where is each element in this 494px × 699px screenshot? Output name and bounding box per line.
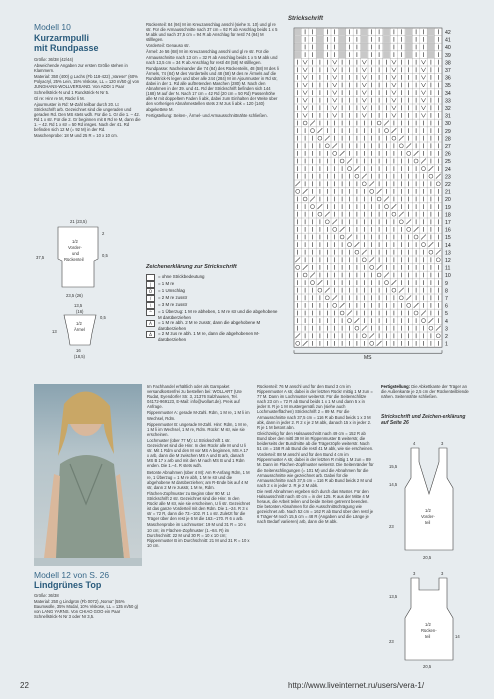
see-chart-note: Strickschrift und Zeichen-erklärung auf Seite 26 bbox=[381, 414, 466, 426]
row-number-odd: 41 bbox=[445, 37, 451, 44]
legend-text: = 2 M zus re abh. 1 M re, dann die abgehobenen M-darüberziehen bbox=[158, 331, 260, 342]
model-top bbox=[54, 455, 124, 558]
legend-text: = 1 M re bbox=[158, 281, 175, 286]
sleeve-dim-top: 13,5 bbox=[74, 303, 83, 308]
legend-row bbox=[146, 331, 280, 342]
row-number-even: 40 bbox=[445, 45, 451, 52]
sleeve-dim-left: 13 bbox=[52, 329, 57, 334]
body-label-1: 1/2 bbox=[72, 239, 78, 244]
text-para: Im Fachhandel erhältlich oder als Garnpaket versandkostenfrei zu bestellen bei: WOLLART (Ute Rudat, Eyendorfer Str. 3, 21376 Salzhausen, Tel. 04172-969123, E-Mail: info@wollart.de). Preis auf Anfrage. bbox=[147, 384, 242, 410]
stitch-symbol bbox=[428, 51, 435, 58]
stitch-symbol bbox=[405, 28, 412, 35]
legend-symbol-icon: Δ bbox=[146, 331, 155, 338]
text-para: Maschenprobe im Lochmuster: 19 M und 31 R = 10 x 10 cm; im Flächen-Zopfmuster (1.–84. R) im Durchschnitt: 22 M und 30 R = 10 x 10 cm; Rippenmuster B im Durchschnitt: 21 M und 31 R = 10 x 10 cm. bbox=[147, 522, 250, 548]
front-label-1: 1/2 bbox=[425, 508, 431, 513]
modell-12-title: Lindgrünes Top bbox=[34, 580, 102, 590]
legend-row bbox=[146, 295, 280, 302]
row-number-odd: 5 bbox=[445, 311, 448, 318]
legend-row bbox=[146, 281, 280, 288]
row-number-even: 24 bbox=[445, 166, 451, 173]
row-number-odd: 27 bbox=[445, 144, 451, 150]
text-para: Vorderteil: 88 M anschl und für den Bund 4 cm im Rippenmuster A str, dabei in der letzten R mittig 1 M zun = 89 M. Dann im Flächen-Zopfmuster weiterstr. Die Seitenränder für die Seitenschlingungen (= 101 M) und die Abnahmen für die Armausschnitte wie gezeichnet arb. Dabei für die Armausschnitte nach 37,5 cm = 116 R ab Bund beids 2 M und nach 2 x in jeder 2. R je 2 M abk. bbox=[257, 452, 374, 488]
text-para: Lochmuster (über 77 M): Lt Strickschrift 1 str. Gezeichnet sind die Hinr. In den Rückr alle M und U li str. Mit 1 Rdm und den M vor MS A beginnen, MS A 17 x arb, dann die M zwischen MS A und B arb, danach MS B 17 x arb und mit den M nach MS B und 1 Rdm enden. Die 1.–4. R stets wdh. bbox=[147, 437, 249, 469]
text-para: Rückenteil: 84 (94) M im Kreuzanschlag anschl (siehe S. 10) und gl re str. Für die Armausschnitte nach 37 cm = 92 R ab Anschlag beids 1 x 5 M abk und nach 37,5 cm = 94 R ab Anschlag für restl 74 (84) M stilllegen. bbox=[146, 22, 278, 43]
text-para: Material: 250 g Lindgrün (Fb 0072) „Noma“ (55% Baumwolle, 35% Modal, 10% Viskose, LL = 135 m/50 g) von LANG YARNS. Von CHIAO GOO ein Paar Schnellstrick-N Nr 3 oder Nr 3,5. bbox=[34, 599, 139, 620]
row-number-odd: 9 bbox=[445, 280, 448, 287]
source-url: http://www.liveinternet.ru/users/vera-1/ bbox=[288, 681, 425, 690]
model-hair bbox=[58, 391, 114, 456]
text-para: Vorderteil: Genauso str. bbox=[146, 43, 190, 49]
modell-10-title-1: Kurzarmpulli bbox=[34, 33, 90, 43]
fertig-text: Die Abkettkante der Träger an die Außenkante je 2,5 cm der Rückenteilblende nähen. Seitennähte schließen. bbox=[381, 384, 469, 400]
row-number-even: 6 bbox=[445, 303, 448, 310]
legend-symbol-icon bbox=[146, 274, 155, 281]
stitch-symbol bbox=[361, 36, 368, 43]
knitting-chart bbox=[290, 26, 468, 362]
stitch-symbol bbox=[317, 28, 324, 35]
front-label-3: teil bbox=[425, 520, 431, 525]
row-number-odd: 35 bbox=[445, 83, 451, 90]
modell-10-text-col2 bbox=[146, 22, 280, 262]
stitch-symbol bbox=[428, 28, 435, 35]
text-para: Gl re: Hinr re M, Rückr li M. bbox=[34, 95, 85, 101]
text-para: Ärmel: Je 56 (68) M im Kreuzanschlag anschl und gl re str. Für die Armausschnitte nach 13 cm = 32 R ab Anschlag beids 1 x 5 M abk und nach 13,5 cm = 34 R ab Anschlag für restl 48 (58) M stilllegen. bbox=[146, 49, 278, 65]
legend-row bbox=[146, 288, 280, 295]
row-number-odd: 23 bbox=[445, 174, 451, 181]
row-number-odd: 3 bbox=[445, 326, 448, 333]
text-para: Abweichende Angaben zur ersten Größe stehen in Klammern. bbox=[34, 63, 128, 74]
dim-left: 37,5 bbox=[36, 255, 45, 260]
back-label-1: 1/2 bbox=[425, 622, 431, 627]
back-dim-left1: 13,5 bbox=[389, 594, 398, 599]
stitch-symbol bbox=[383, 51, 390, 58]
row-number-odd: 39 bbox=[445, 52, 451, 59]
stitch-symbol bbox=[339, 28, 346, 35]
text-para: Flächen-Zopfmuster zu Beginn über 90 M: Lt Strickschrift 2 str. Gezeichnet sind die Hinr. In den Rückr alle M str, wie sie erscheinen, U li str. Gezeichnet ist das ganze Vorderteil mit den Rdm. Die 1.–24. R 3 x str = 72 R, dann die 73.–102. R 1 x str. Zuletzt für die Träger über den rest je 6 M die 163.–170. R 6 x arb. bbox=[147, 490, 251, 522]
text-para: Fertigstellung: Seiten-, Ärmel- und Armausschnittnähte schließen. bbox=[146, 112, 268, 118]
legend-symbol-icon: O bbox=[146, 288, 155, 295]
modell-12-col3 bbox=[381, 384, 471, 399]
stitch-symbol bbox=[361, 51, 368, 58]
stitch-symbol bbox=[294, 51, 301, 58]
back-outline bbox=[405, 578, 453, 660]
stitch-symbol bbox=[383, 44, 390, 51]
dim-right: 2 bbox=[102, 231, 105, 236]
stitch-symbol bbox=[405, 36, 412, 43]
schematic-top bbox=[385, 438, 471, 670]
text-para: Größe: 36/38 bbox=[34, 593, 59, 598]
row-number-even: 4 bbox=[445, 318, 448, 325]
row-number-even: 34 bbox=[445, 90, 451, 97]
text-para: Rundpasse: Nacheinander die 74 (84) des Rückenteils, 48 (58) M des li Ärmels, 74 (84) M des Vorderteils und 48 (58) M des re Ärmels auf die Rundstrick-N legen und über alle 244 (284) M im Ajourmuster in Rd str, dabei in der 1. Rd alle auftretenden Maschen (280) M. Nach den Abnahmen in der 39. und 41. Rd der Strickschrift befinden sich 144 (168) M auf der N. Nach 17 cm = 42 Rd (20 cm = 50 Rd) Passenhöhe alle M mit doppeltem Faden li abk, dabei zum Einhalten der Weite über den vorherigen Abnahmestellen stets 2 M zus li abk = 120 (140) abgekettete M. bbox=[146, 65, 279, 112]
legend-text: = ohne Strickbedeutung bbox=[158, 274, 205, 279]
chart-grid bbox=[294, 28, 442, 347]
legend-text: = 1 Überzug: 1 M re abheben, 1 M re str und die abgehobene M darüberziehen bbox=[158, 309, 278, 320]
legend-row bbox=[146, 309, 280, 320]
row-number-even: 12 bbox=[445, 258, 451, 264]
stitch-symbol bbox=[317, 44, 324, 51]
body-label-3: und bbox=[72, 251, 79, 256]
front-outline bbox=[405, 448, 453, 550]
row-number-odd: 21 bbox=[445, 189, 451, 196]
sleeve-dim-bottom2: (18,5) bbox=[74, 354, 85, 359]
legend-symbol-icon: / bbox=[146, 295, 155, 302]
row-number-even: 18 bbox=[445, 212, 451, 219]
legend-symbol-icon: ^ bbox=[146, 309, 155, 316]
stitch-symbol bbox=[383, 36, 390, 43]
text-para: Gleichzeitig für den Halsausschnitt nach 49 cm = 152 R ab Bund über den mittl 39 M im Rippenmuster B weiterstr, die beiderseits der Bundmitte ab die Trägerzöpfe weiterstr. Nach 51 cm = 158 R ab Bund die restl 41 M abk, wie sie erscheinen. bbox=[257, 430, 374, 452]
stitch-symbol bbox=[339, 44, 346, 51]
model-photo bbox=[34, 384, 142, 558]
legend-list bbox=[146, 274, 280, 343]
fertig-head: Fertigstellung: bbox=[381, 384, 411, 389]
stitch-symbol bbox=[294, 28, 301, 35]
stitch-symbol bbox=[405, 51, 412, 58]
legend-row bbox=[146, 274, 280, 281]
back-dim-left2: 23 bbox=[389, 639, 394, 644]
row-number-even: 32 bbox=[445, 106, 451, 112]
row-number-odd: 19 bbox=[445, 204, 451, 211]
modell-10-text-col1 bbox=[34, 57, 141, 217]
front-dim-bottom: 20,5 bbox=[423, 555, 432, 560]
legend-text: = 1 M re abh. 2 M re zusstr, dann die abgehobene M darüberziehen bbox=[158, 320, 261, 331]
text-para: Rückenteil: 76 M anschl und für den Bund 3 cm im Rippenmuster A str, dabei in der letzten Rückr mittig 1 M zun = 77 M. Dann im Lochmuster weiterstr. Für die Seitenschlitze nach 23 cm = 72 R ab Bund beids 1 x 1 M und dann 5 x in jeder 8. R je 1 M mustergemäß zun (siehe auch Lochmusterflächen) Strickschrift 2 = 89 M. Für die Armausschnitte nach 37,5 cm = 116 R ab Bund beids 1 x 3 M abk, dann in jeder 2. R 2 x je 2 M abk, danach 15 x in jeder 2. R je 1 M betont abn. bbox=[257, 384, 373, 430]
legend-text: = 1 Umschlag bbox=[158, 288, 185, 293]
row-number-even: 8 bbox=[445, 288, 448, 295]
front-label-2: Vorder- bbox=[421, 514, 435, 519]
row-number-even: 20 bbox=[445, 197, 451, 204]
stitch-symbol bbox=[294, 44, 301, 51]
page-number: 22 bbox=[20, 681, 29, 690]
chart-title: Strickschrift bbox=[288, 16, 324, 22]
row-number-even: 42 bbox=[445, 30, 451, 36]
body-label-2: Vorder- bbox=[68, 245, 82, 250]
back-label-3: teil bbox=[425, 634, 431, 639]
modell-10-label: Modell 10 bbox=[34, 22, 71, 32]
front-dim-top2: 3 bbox=[441, 441, 444, 446]
legend-symbol-icon: A bbox=[146, 320, 155, 327]
stitch-symbol bbox=[428, 36, 435, 43]
stitch-symbol bbox=[339, 51, 346, 58]
back-dim-bottom: 20,5 bbox=[423, 664, 432, 669]
sleeve-dim-bottom: 16 bbox=[76, 348, 81, 353]
text-para: Maschenprobe: 18 M und 25 R = 10 x 10 cm. bbox=[34, 133, 118, 139]
row-number-even: 14 bbox=[445, 242, 451, 249]
modell-12-col0 bbox=[34, 593, 141, 668]
legend-row bbox=[146, 320, 280, 331]
dim-top: 21 (23,5) bbox=[70, 219, 87, 224]
row-number-odd: 17 bbox=[445, 220, 451, 226]
row-number-odd: 31 bbox=[445, 113, 451, 120]
text-para: Betonte Abnahmen (über 4 M): Am R-Anfang Rdm, 1 M re, 1 Überzug = 1 M re abh, 1 M re str und die abgehobene M darüberziehen; am R-Ende bis auf 4 M str, dann 2 M re zusstr, 1 M re, Rdm. bbox=[147, 469, 250, 490]
row-number-odd: 25 bbox=[445, 159, 451, 166]
modell-10-title-2: mit Rundpasse bbox=[34, 43, 99, 53]
row-number-even: 22 bbox=[445, 182, 451, 188]
row-number-odd: 13 bbox=[445, 250, 451, 257]
stitch-symbol bbox=[317, 36, 324, 43]
stitch-symbol bbox=[361, 28, 368, 35]
back-dim-top1: 3 bbox=[413, 571, 416, 576]
ms-label: MS bbox=[364, 355, 372, 362]
row-number-odd: 7 bbox=[445, 296, 448, 302]
schematic-body-sleeve bbox=[34, 215, 134, 360]
row-number-even: 38 bbox=[445, 60, 451, 67]
legend-row bbox=[146, 302, 280, 309]
row-number-odd: 15 bbox=[445, 235, 451, 242]
dim-bottom: 23,5 (26) bbox=[66, 293, 83, 298]
back-dim-top2: 3 bbox=[441, 571, 444, 576]
stitch-symbol bbox=[361, 44, 368, 51]
back-dim-right: 14 bbox=[455, 634, 460, 639]
modell-12-label: Modell 12 von S. 26 bbox=[34, 570, 110, 580]
text-para: Größe: 36/38 (42/44) bbox=[34, 57, 74, 62]
sleeve-label-2: Ärmel bbox=[74, 327, 85, 332]
legend-symbol-icon: \ bbox=[146, 302, 155, 309]
stitch-symbol bbox=[339, 36, 346, 43]
body-label-4: Rückenteil bbox=[64, 257, 84, 262]
row-number-odd: 1 bbox=[445, 341, 448, 348]
row-number-odd: 37 bbox=[445, 68, 451, 74]
text-para: Rippenmuster B: ungerade M-Zahl. Hinr: Rdm, 1 M re, 1 M li im Wechsel, 1 M re, Rdm. Rückr: M str, wie sie erscheinen. bbox=[147, 421, 248, 437]
legend-text: = 2 M re zusstr bbox=[158, 295, 188, 300]
legend-title: Zeichenerklärung zur Strickschrift bbox=[146, 264, 237, 270]
text-para: Ajourmuster in Rd: M-Zahl teilbar durch 20. Lt Strickschrift arb. Gezeichnet sind die ungeraden und geraden Rd. Den MS stets wdh. Für die 1. Gr die 1. – 42. Rd 1 x str. Für die 2. Gr beginnen mit 8 Rd re M, dann die 1. – 42. Rd 1 x str = 50 Rd insges. Nach der 41. Rd befinden sich 12 M (= 92 M) in der Rd. bbox=[34, 101, 141, 133]
row-number-odd: 11 bbox=[445, 265, 451, 272]
legend-symbol-icon: | bbox=[146, 281, 155, 288]
row-number-even: 10 bbox=[445, 273, 451, 280]
stitch-symbol bbox=[428, 44, 435, 51]
modell-12-col2 bbox=[257, 384, 375, 670]
sleeve-dim-right: 0,5 bbox=[100, 315, 106, 320]
modell-12-col1 bbox=[147, 384, 251, 670]
stitch-symbol bbox=[294, 36, 301, 43]
stitch-symbol bbox=[383, 28, 390, 35]
text-para: Rippenmuster A: gerade M-Zahl. Rdm, 1 M re, 1 M li im Wechsel, Rdm. bbox=[147, 410, 250, 421]
row-number-even: 26 bbox=[445, 151, 451, 158]
row-number-even: 16 bbox=[445, 227, 451, 234]
text-para: Die restl Abnahmen ergeben sich durch das Muster. Für den Halsausschnitt nach 40 cm = in der 125. R aus der Mitte 4 M heraus, die Arbeit teilen und beide Seiten getrennt beenden. Die betonten Abnahmen für die Ausschnittschrägung wie gezeichnet arb. Nach 52 cm = 162 R ab Bund über den restl je 6 Träger-M noch 15,5 cm = 48 R (Angaben und die Länge je nach Bedarf variieren) arb, dann die M abk. bbox=[257, 488, 374, 525]
sleeve-label-1: 1/2 bbox=[76, 321, 82, 326]
dim-shoulder: 0,5 bbox=[102, 253, 108, 258]
sleeve-dim-top2: (16) bbox=[76, 309, 84, 314]
stitch-symbol bbox=[405, 44, 412, 51]
ms-bracket bbox=[294, 350, 442, 353]
front-dim-left: 15,5 bbox=[389, 464, 398, 469]
back-label-2: Rücken- bbox=[421, 628, 437, 633]
row-number-even: 30 bbox=[445, 121, 451, 128]
stitch-symbol bbox=[317, 51, 324, 58]
front-dim-left3: 23 bbox=[389, 524, 394, 529]
legend-text: = 3 M re zusstr bbox=[158, 302, 188, 307]
row-number-odd: 33 bbox=[445, 98, 451, 105]
row-number-even: 28 bbox=[445, 136, 451, 143]
front-dim-left2: 14,5 bbox=[389, 482, 398, 487]
row-number-even: 36 bbox=[445, 75, 451, 82]
front-dim-top1: 4 bbox=[413, 441, 416, 446]
row-number-even: 2 bbox=[445, 334, 448, 340]
row-number-odd: 29 bbox=[445, 128, 451, 135]
text-para: Material: 350 (400) g Lachs (Fb 118-422) „Varese“ (60% Polyacryl, 25% Lein, 15% Viskose, LL = 120 m/50 g) von JUNGHANS-WOLLVERSAND. Von ADDI 1 Paar Schnellstrick-N und 1 Rundstrick-N Nr 5. bbox=[34, 74, 140, 95]
